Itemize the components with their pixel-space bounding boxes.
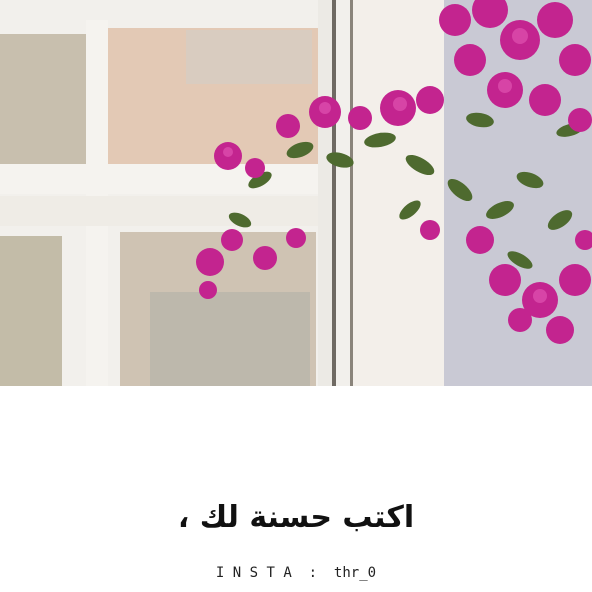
frame-shadow-line <box>332 0 336 386</box>
mullion-horizontal <box>0 164 330 194</box>
wall-pillar <box>352 0 444 386</box>
glass-pane-top-left <box>0 34 86 164</box>
lower-reflection <box>150 292 310 386</box>
inner-reflection <box>186 30 312 84</box>
pillar-edge <box>350 0 353 386</box>
caption-area <box>0 386 592 592</box>
arabic-caption: اكتب حسنة لك ، <box>177 500 415 535</box>
glass-pane-bottom-left <box>0 236 62 386</box>
frame-edge <box>318 0 332 386</box>
transom <box>0 196 330 226</box>
instagram-handle: I N S T A : thr_0 <box>215 565 377 581</box>
